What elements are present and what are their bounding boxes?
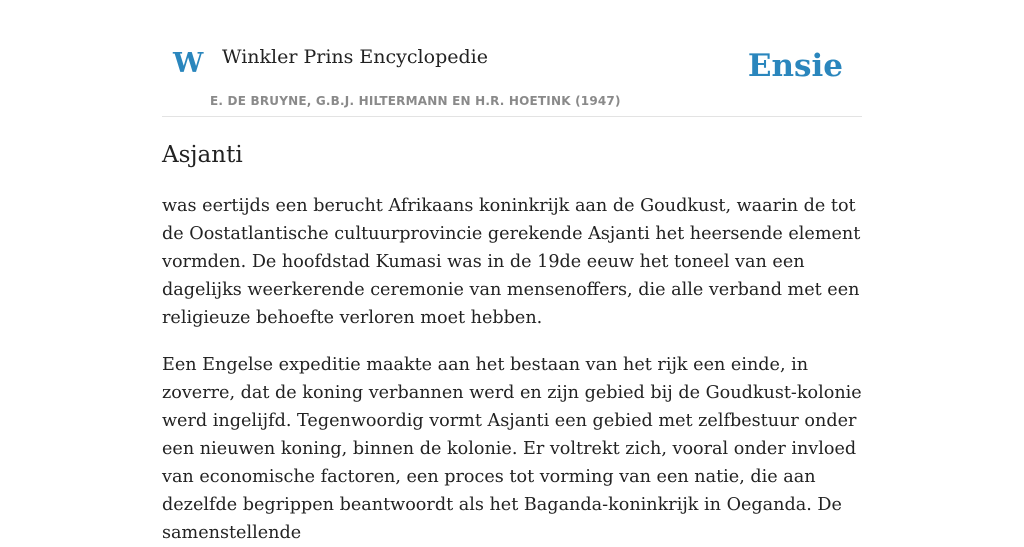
article-paragraph-2: Een Engelse expeditie maakte aan het bestaan van het rijk een einde, in zoverre, dat de koning verbannen werd en zijn gebied bij de Goudkust-kolonie werd ingelijfd. Tegenwoordig vormt Asjanti een gebied met zelfbestuur onder een nieuwen koning, binnen de kolonie. Er voltrekt zich, vooral onder invloed van economische factoren, een proces tot vorming van een natie, die aan dezelfde begrippen beantwoordt als het Baganda-koninkrijk in Oeganda. De samenstellende [162,354,862,543]
source-authors: E. DE BRUYNE, G.B.J. HILTERMANN EN H.R. HOETINK (1947) [210,94,621,108]
entry-title: Asjanti [162,142,243,168]
ensie-logo[interactable]: Ensie [747,48,843,84]
source-title[interactable]: Winkler Prins Encyclopedie [222,46,488,68]
content-column [162,0,862,547]
article-paragraph-1: was eertijds een berucht Afrikaans koninkrijk aan de Goudkust, waarin de tot de Oostatlantische cultuurprovincie gerekende Asjanti het heersende element vormden. De hoofdstad Kumasi was in de 19de eeuw het toneel van een dagelijks weerkerende ceremonie van mensenoffers, die alle verband met een religieuze behoefte verloren moet hebben. [162,195,861,328]
winkler-prins-logo[interactable]: W [173,48,204,79]
site-header [162,0,862,117]
